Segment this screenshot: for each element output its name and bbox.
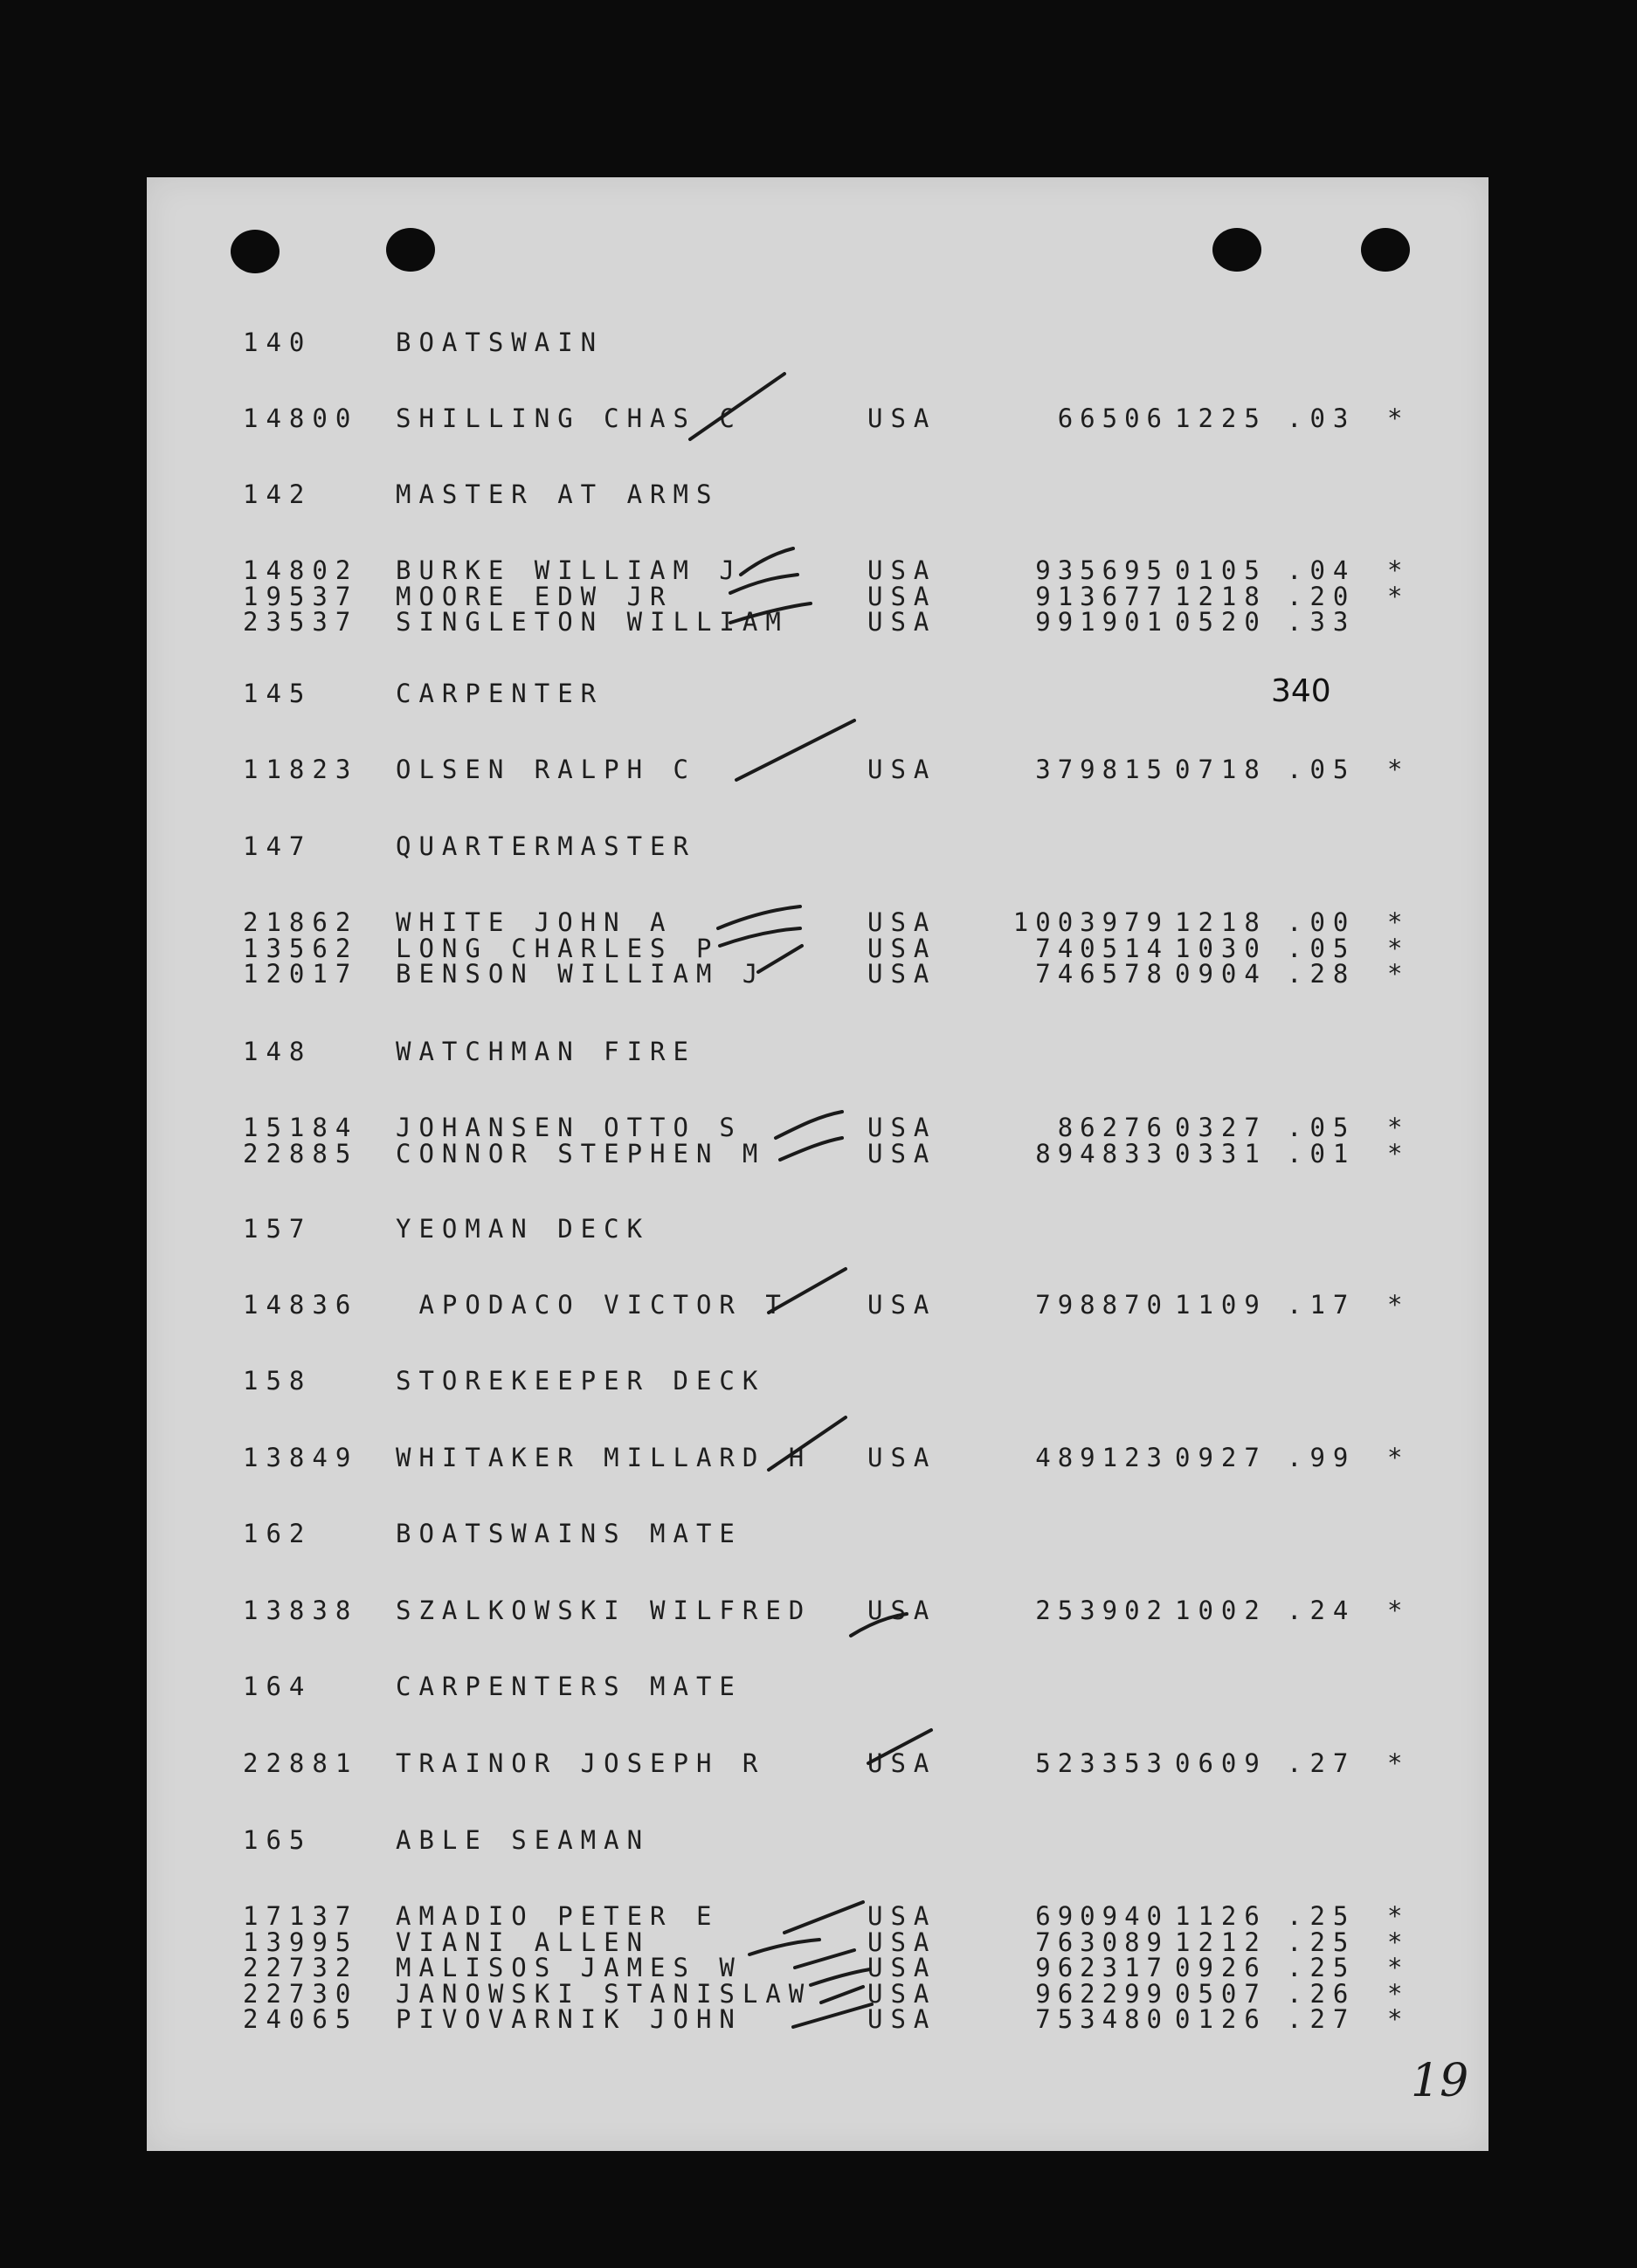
citizenship: USA — [867, 607, 937, 637]
document-id: 253902 — [1035, 1596, 1169, 1625]
document-id: 763089 — [1035, 1927, 1169, 1957]
section-code: 147 — [243, 831, 313, 861]
document-id: 962317 — [1035, 1953, 1169, 1982]
rate-value: .27 — [1287, 1748, 1357, 1778]
section-code: 158 — [243, 1366, 313, 1396]
crew-name: WHITAKER MILLARD H — [396, 1443, 812, 1472]
section-title: WATCHMAN FIRE — [396, 1037, 696, 1066]
section-title: CARPENTERS MATE — [396, 1672, 743, 1701]
rate-value: .05 — [1287, 934, 1357, 963]
crew-name: APODACO VICTOR T — [396, 1290, 789, 1320]
check-mark — [741, 548, 793, 575]
crew-name: TRAINOR JOSEPH R — [396, 1748, 766, 1778]
handwritten-page-number: 19 — [1411, 2055, 1469, 2107]
asterisk-mark: * — [1387, 1443, 1411, 1472]
crew-name: SHILLING CHAS C — [396, 403, 743, 433]
rate-value: .28 — [1287, 959, 1357, 989]
rate-value: .01 — [1287, 1139, 1357, 1168]
section-code: 157 — [243, 1214, 313, 1244]
asterisk-mark: * — [1387, 1927, 1411, 1957]
date-code: 1212 — [1175, 1927, 1267, 1957]
citizenship: USA — [867, 1953, 937, 1982]
row-number: 14802 — [243, 555, 359, 585]
row-number: 15184 — [243, 1113, 359, 1142]
check-mark — [758, 946, 802, 972]
check-mark — [730, 575, 798, 593]
section-code: 165 — [243, 1825, 313, 1855]
asterisk-mark: * — [1387, 582, 1411, 611]
check-mark — [769, 1417, 846, 1470]
asterisk-mark: * — [1387, 755, 1411, 784]
date-code: 1218 — [1175, 907, 1267, 937]
date-code: 1126 — [1175, 1901, 1267, 1931]
date-code: 0520 — [1175, 607, 1267, 637]
check-mark — [811, 1969, 870, 1985]
crew-name: SINGLETON WILLIAM — [396, 607, 789, 637]
citizenship: USA — [867, 755, 937, 784]
asterisk-mark: * — [1387, 1596, 1411, 1625]
asterisk-mark: * — [1387, 1748, 1411, 1778]
check-mark — [690, 374, 784, 439]
check-mark — [821, 1987, 863, 2003]
row-number: 24065 — [243, 2004, 359, 2034]
citizenship: USA — [867, 1596, 937, 1625]
rate-value: .05 — [1287, 1113, 1357, 1142]
citizenship: USA — [867, 934, 937, 963]
citizenship: USA — [867, 582, 937, 611]
row-number: 13838 — [243, 1596, 359, 1625]
section-code: 145 — [243, 679, 313, 708]
citizenship: USA — [867, 1901, 937, 1931]
asterisk-mark: * — [1387, 403, 1411, 433]
date-code: 0718 — [1175, 755, 1267, 784]
rate-value: .05 — [1287, 755, 1357, 784]
date-code: 1109 — [1175, 1290, 1267, 1320]
citizenship: USA — [867, 1443, 937, 1472]
crew-name: PIVOVARNIK JOHN — [396, 2004, 743, 2034]
section-code: 140 — [243, 327, 313, 357]
document-id: 86276 — [1057, 1113, 1169, 1142]
rate-value: .26 — [1287, 1979, 1357, 2009]
section-title: STOREKEEPER DECK — [396, 1366, 766, 1396]
crew-name: OLSEN RALPH C — [396, 755, 696, 784]
row-number: 23537 — [243, 607, 359, 637]
section-title: ABLE SEAMAN — [396, 1825, 651, 1855]
asterisk-mark: * — [1387, 1139, 1411, 1168]
crew-name: MOORE EDW JR — [396, 582, 673, 611]
crew-name: WHITE JOHN A — [396, 907, 673, 937]
check-mark — [868, 1730, 931, 1763]
rate-value: .25 — [1287, 1953, 1357, 1982]
citizenship: USA — [867, 1979, 937, 2009]
citizenship: USA — [867, 907, 937, 937]
document-id: 690940 — [1035, 1901, 1169, 1931]
date-code: 0331 — [1175, 1139, 1267, 1168]
check-mark — [795, 1950, 854, 1968]
crew-name: SZALKOWSKI WILFRED — [396, 1596, 812, 1625]
asterisk-mark: * — [1387, 1290, 1411, 1320]
asterisk-mark: * — [1387, 555, 1411, 585]
row-number: 11823 — [243, 755, 359, 784]
row-number: 14836 — [243, 1290, 359, 1320]
date-code: 1218 — [1175, 582, 1267, 611]
check-mark — [730, 603, 811, 623]
row-number: 21862 — [243, 907, 359, 937]
asterisk-mark: * — [1387, 959, 1411, 989]
row-number: 13849 — [243, 1443, 359, 1472]
date-code: 0507 — [1175, 1979, 1267, 2009]
date-code: 1030 — [1175, 934, 1267, 963]
crew-name: MALISOS JAMES W — [396, 1953, 743, 1982]
date-code: 0126 — [1175, 2004, 1267, 2034]
row-number: 22885 — [243, 1139, 359, 1168]
section-title: QUARTERMASTER — [396, 831, 696, 861]
citizenship: USA — [867, 1748, 937, 1778]
section-code: 148 — [243, 1037, 313, 1066]
asterisk-mark: * — [1387, 907, 1411, 937]
citizenship: USA — [867, 1139, 937, 1168]
rate-value: .24 — [1287, 1596, 1357, 1625]
date-code: 0105 — [1175, 555, 1267, 585]
rate-value: .99 — [1287, 1443, 1357, 1472]
row-number: 19537 — [243, 582, 359, 611]
rate-value: .25 — [1287, 1927, 1357, 1957]
asterisk-mark: * — [1387, 1901, 1411, 1931]
check-mark — [749, 1940, 819, 1954]
row-number: 17137 — [243, 1901, 359, 1931]
citizenship: USA — [867, 1927, 937, 1957]
asterisk-mark: * — [1387, 1979, 1411, 2009]
document-id: 991901 — [1035, 607, 1169, 637]
asterisk-mark: * — [1387, 934, 1411, 963]
date-code: 0926 — [1175, 1953, 1267, 1982]
row-number: 22881 — [243, 1748, 359, 1778]
row-number: 13995 — [243, 1927, 359, 1957]
row-number: 14800 — [243, 403, 359, 433]
citizenship: USA — [867, 555, 937, 585]
section-title: YEOMAN DECK — [396, 1214, 651, 1244]
row-number: 13562 — [243, 934, 359, 963]
date-code: 0609 — [1175, 1748, 1267, 1778]
check-mark — [769, 1269, 846, 1313]
date-code: 1002 — [1175, 1596, 1267, 1625]
handwritten-check-marks — [147, 177, 1488, 2151]
date-code: 0927 — [1175, 1443, 1267, 1472]
section-title: MASTER AT ARMS — [396, 479, 720, 509]
asterisk-mark: * — [1387, 2004, 1411, 2034]
section-code: 142 — [243, 479, 313, 509]
rate-value: .17 — [1287, 1290, 1357, 1320]
rate-value: .20 — [1287, 582, 1357, 611]
crew-name: BENSON WILLIAM J — [396, 959, 766, 989]
check-mark — [851, 1614, 907, 1636]
asterisk-mark: * — [1387, 1113, 1411, 1142]
document-id: 489123 — [1035, 1443, 1169, 1472]
rate-value: .25 — [1287, 1901, 1357, 1931]
document-id: 935695 — [1035, 555, 1169, 585]
document-id: 798870 — [1035, 1290, 1169, 1320]
date-code: 0327 — [1175, 1113, 1267, 1142]
section-title: CARPENTER — [396, 679, 604, 708]
crew-name: JOHANSEN OTTO S — [396, 1113, 743, 1142]
row-number: 22730 — [243, 1979, 359, 2009]
document-id: 894833 — [1035, 1139, 1169, 1168]
document-page — [147, 177, 1488, 2151]
rate-value: .33 — [1287, 607, 1357, 637]
crew-name: AMADIO PETER E — [396, 1901, 720, 1931]
rate-value: .00 — [1287, 907, 1357, 937]
rate-value: .03 — [1287, 403, 1357, 433]
crew-name: CONNOR STEPHEN M — [396, 1139, 766, 1168]
crew-name: LONG CHARLES P — [396, 934, 720, 963]
document-id: 1003979 — [1012, 907, 1169, 937]
stamp-number: 340 — [1271, 673, 1331, 709]
asterisk-mark: * — [1387, 1953, 1411, 1982]
document-id: 962299 — [1035, 1979, 1169, 2009]
check-mark — [776, 1112, 842, 1138]
citizenship: USA — [867, 403, 937, 433]
citizenship: USA — [867, 1113, 937, 1142]
citizenship: USA — [867, 959, 937, 989]
section-code: 164 — [243, 1672, 313, 1701]
date-code: 0904 — [1175, 959, 1267, 989]
document-id: 66506 — [1057, 403, 1169, 433]
check-mark — [736, 720, 854, 780]
crew-name: BURKE WILLIAM J — [396, 555, 743, 585]
check-mark — [780, 1138, 842, 1160]
citizenship: USA — [867, 1290, 937, 1320]
section-code: 162 — [243, 1519, 313, 1548]
row-number: 22732 — [243, 1953, 359, 1982]
section-title: BOATSWAINS MATE — [396, 1519, 743, 1548]
check-mark — [720, 928, 800, 946]
document-id: 523353 — [1035, 1748, 1169, 1778]
crew-name: JANOWSKI STANISLAW — [396, 1979, 812, 2009]
rate-value: .27 — [1287, 2004, 1357, 2034]
rate-value: .04 — [1287, 555, 1357, 585]
check-mark — [784, 1902, 863, 1933]
document-id: 379815 — [1035, 755, 1169, 784]
section-title: BOATSWAIN — [396, 327, 604, 357]
crew-name: VIANI ALLEN — [396, 1927, 651, 1957]
check-mark — [718, 907, 800, 928]
citizenship: USA — [867, 2004, 937, 2034]
document-id: 740514 — [1035, 934, 1169, 963]
check-mark — [793, 2004, 872, 2027]
document-id: 753480 — [1035, 2004, 1169, 2034]
document-id: 913677 — [1035, 582, 1169, 611]
date-code: 1225 — [1175, 403, 1267, 433]
row-number: 12017 — [243, 959, 359, 989]
document-id: 746578 — [1035, 959, 1169, 989]
